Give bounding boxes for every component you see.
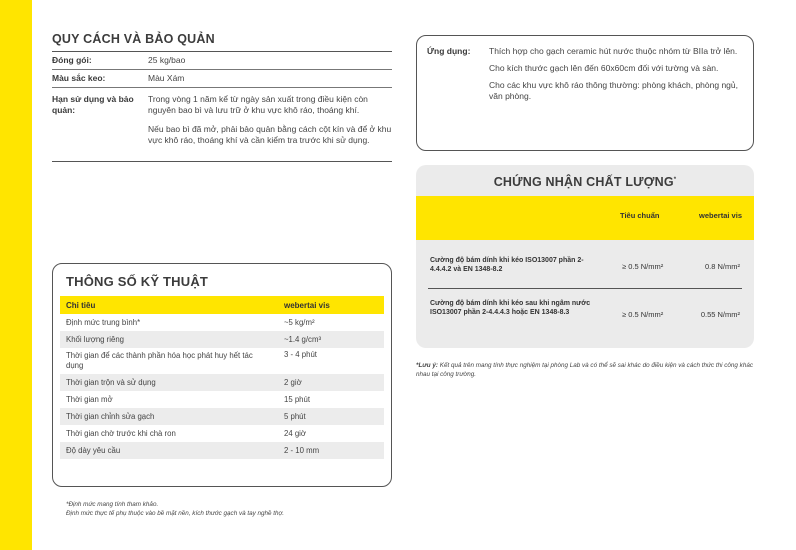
table-row	[60, 331, 384, 348]
cert-standard-value: ≥ 0.5 N/mm²	[622, 310, 664, 319]
spec-name: Thời gian để các thành phần hóa học phát huy hết tác dụng	[66, 351, 253, 370]
spec-value: 24 giờ	[284, 429, 307, 438]
list-item: Cho các khu vực khô ráo thông thường: phòng khách, phòng ngủ, văn phòng.	[489, 80, 738, 101]
cert-product-value: 0.8 N/mm²	[704, 262, 740, 271]
spec-value: 2 - 10 mm	[278, 442, 384, 459]
shelf-life-value	[148, 94, 392, 158]
list-item: Cho kích thước gạch lên đến 60x60cm đối với tường và sàn.	[489, 63, 719, 73]
cert-product-value: 0.55 N/mm²	[700, 310, 740, 319]
application-label: Ứng dụng:	[427, 46, 471, 56]
table-row	[60, 425, 384, 442]
cert-test-name: Cường độ bám dính khi kéo ISO13007 phần 2-4.4.4.2 và EN 1348-8.2	[430, 257, 584, 273]
packaging-label: Đóng gói:	[52, 55, 92, 65]
spec-name: Độ dày yêu cầu	[60, 442, 278, 459]
table-row	[60, 314, 384, 331]
spec-value: 3 - 4 phút	[284, 350, 317, 359]
note-label: *Lưu ý:	[416, 362, 438, 369]
certification-title	[416, 165, 754, 196]
spec-value: ~5 kg/m²	[284, 318, 315, 327]
shelf-life-paragraph: Nếu bao bì đã mở, phải bảo quản bằng cách cột kín và để ở khu vực khô ráo, thoáng khí và cần kiểm tra trước khi sử dụng.	[148, 124, 392, 145]
footnote-line: *Định mức mang tính tham khảo.	[66, 501, 159, 508]
divider	[428, 288, 742, 289]
storage-title: QUY CÁCH VÀ BẢO QUẢN	[52, 32, 392, 52]
color-row	[52, 70, 392, 88]
table-row	[60, 374, 384, 391]
table-row	[60, 442, 384, 459]
spec-value: 15 phút	[284, 395, 311, 404]
specs-footnote	[66, 500, 396, 518]
spec-name: Thời gian mở	[66, 395, 113, 404]
certification-header-product: webertai vis	[699, 211, 742, 220]
specs-header-row	[60, 296, 384, 314]
storage-section	[52, 32, 392, 162]
table-row	[60, 408, 384, 425]
cert-standard-value: ≥ 0.5 N/mm²	[622, 262, 664, 271]
shelf-life-paragraph: Trong vòng 1 năm kể từ ngày sản xuất trong điều kiện còn nguyên bao bì và lưu trữ ở khu vực khô ráo, thoáng khí.	[148, 94, 368, 115]
specs-table	[60, 296, 384, 459]
spec-value: 5 phút	[278, 408, 384, 425]
spec-value: 2 giờ	[278, 374, 384, 391]
application-panel	[416, 35, 754, 151]
cert-test-name: Cường độ bám dính khi kéo sau khi ngâm nước ISO13007 phần 2-4.4.4.3 hoặc EN 1348-8.3	[430, 300, 591, 316]
specs-header-criterion: Chỉ tiêu	[60, 296, 278, 314]
certification-title-text: CHỨNG NHẬN CHẤT LƯỢNG	[493, 175, 674, 190]
shelf-life-row	[52, 88, 392, 162]
spec-name: Định mức trung bình*	[66, 318, 141, 327]
certification-panel	[416, 165, 754, 348]
packaging-row	[52, 52, 392, 70]
spec-name: Thời gian trộn và sử dụng	[60, 374, 278, 391]
spec-name: Khối lượng riêng	[60, 331, 278, 348]
spec-name: Thời gian chờ trước khi chà ron	[66, 429, 176, 438]
specs-header-product: webertai vis	[278, 296, 384, 314]
packaging-value: 25 kg/bao	[148, 55, 186, 65]
certification-header-standard: Tiêu chuẩn	[620, 211, 660, 220]
certification-header	[416, 196, 754, 240]
list-item: Thích hợp cho gạch ceramic hút nước thuộc nhóm từ BIIa trở lên.	[489, 46, 738, 56]
specs-title: THÔNG SỐ KỸ THUẬT	[66, 274, 209, 289]
footnote-line: Định mức thực tế phụ thuộc vào bề mặt nền, kích thước gạch và tay nghề thợ.	[66, 510, 285, 517]
certification-note	[416, 361, 756, 379]
application-list	[489, 46, 743, 150]
table-row	[60, 348, 384, 374]
table-row	[428, 256, 742, 286]
spec-value: ~1.4 g/cm³	[278, 331, 384, 348]
table-row	[60, 391, 384, 408]
shelf-life-label: Hạn sử dụng và bảo quản:	[52, 94, 134, 115]
note-text: Kết quả trên mang tính thực nghiệm tại phòng Lab và có thể sẽ sai khác do điều kiện và cách thức thi công khác nhau tại công trường.	[416, 362, 753, 378]
specs-panel	[52, 263, 392, 487]
spec-name: Thời gian chỉnh sửa gạch	[60, 408, 278, 425]
yellow-edge-strip	[0, 0, 32, 550]
color-label: Màu sắc keo:	[52, 73, 106, 83]
certification-title-mark: *	[673, 177, 677, 183]
table-row	[428, 299, 742, 329]
color-value: Màu Xám	[148, 73, 185, 83]
